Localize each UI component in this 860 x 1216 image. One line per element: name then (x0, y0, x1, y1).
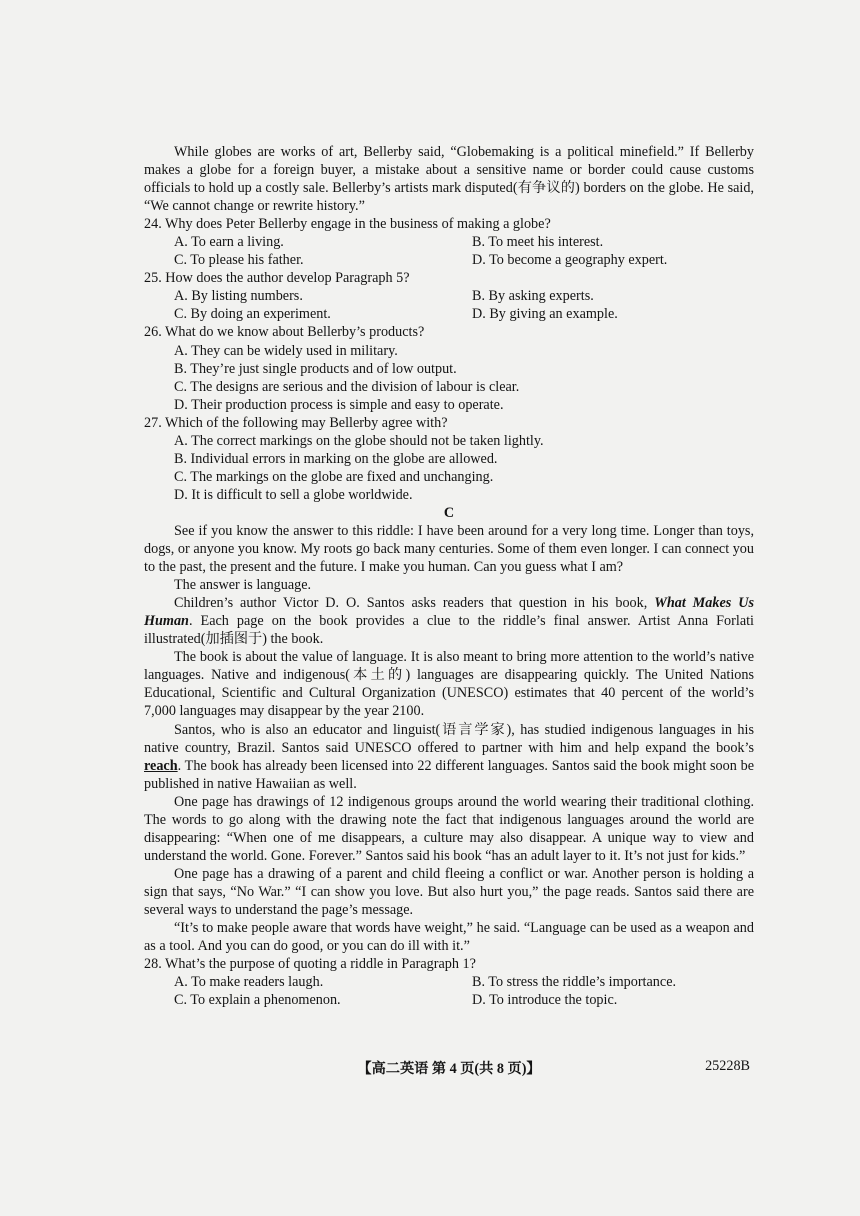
question-24-stem: 24. Why does Peter Bellerby engage in the business of making a globe? (144, 216, 551, 233)
paragraph-3-text-b: . Each page on the book provides a clue to the riddle’s final answer. Artist Anna Forlati illustrated(加插图于) the book. (144, 613, 754, 648)
option-a: A. To make readers laugh. (174, 974, 324, 991)
option-a: A. They can be widely used in military. (174, 342, 398, 359)
option-d: D. Their production process is simple and easy to operate. (174, 396, 504, 413)
question-26-options (144, 342, 754, 414)
passage-c-paragraph-2: The answer is language. (174, 577, 312, 594)
option-c: C. The designs are serious and the division of labour is clear. (174, 378, 520, 395)
page-footer (144, 1058, 754, 1078)
passage-c-paragraph-7: One page has a drawing of a parent and child fleeing a conflict or war. Another person is holding a sign that says, “No War.” “I can show you love. But also hurt you,” the page reads. Santos said there are several ways to understand the page’s message. (144, 865, 754, 918)
paragraph-5-text-a: Santos, who is also an educator and linguist(语言学家), has studied indigenous languages in his native country, Brazil. Santos said UNESCO offered to partner with him and help expand the book’s (144, 721, 754, 756)
question-28-options (144, 973, 754, 1009)
question-28-stem: 28. What’s the purpose of quoting a riddle in Paragraph 1? (144, 956, 476, 973)
option-b: B. To meet his interest. (472, 234, 604, 251)
question-27-options (144, 432, 754, 504)
option-c: C. To please his father. (174, 252, 304, 269)
footer-paper-code: 25228B (705, 1058, 750, 1074)
section-c-heading: C (443, 504, 455, 521)
question-27-stem: 27. Which of the following may Bellerby agree with? (144, 414, 448, 431)
passage-b-paragraph: While globes are works of art, Bellerby said, “Globemaking is a political minefield.” If Bellerby makes a globe for a foreign buyer, a mistake about a sensitive name or border could cause customs officials to hold up a costly sale. Bellerby’s artists mark disputed(有争议的) borders on the globe. He said, “We cannot change or rewrite history.” (144, 144, 754, 215)
option-d: D. To introduce the topic. (472, 992, 618, 1009)
option-a: A. The correct markings on the globe should not be taken lightly. (174, 432, 544, 449)
passage-c-paragraph-4: The book is about the value of language. It is also meant to bring more attention to the world’s native languages. Native and indigenous(本土的) languages are disappearing quickly. The United Nations Educational, Scientific and Cultural Organization (UNESCO) estimates that 40 percent of the world’s 7,000 languages may disappear by the year 2100. (144, 649, 754, 720)
question-25-options (144, 287, 754, 323)
option-b: B. Individual errors in marking on the globe are allowed. (174, 450, 498, 467)
question-25-stem: 25. How does the author develop Paragraph 5? (144, 270, 410, 287)
footer-page-info: 【高二英语 第 4 页(共 8 页)】 (357, 1061, 541, 1077)
option-d: D. By giving an example. (472, 306, 618, 323)
option-c: C. To explain a phenomenon. (174, 992, 341, 1009)
option-c: C. The markings on the globe are fixed and unchanging. (174, 468, 494, 485)
passage-c-paragraph-8: “It’s to make people aware that words have weight,” he said. “Language can be used as a weapon and as a tool. And you can do good, or you can do ill with it.” (144, 920, 754, 955)
question-26-stem: 26. What do we know about Bellerby’s products? (144, 324, 425, 341)
option-a: A. By listing numbers. (174, 288, 303, 305)
passage-c-paragraph-6: One page has drawings of 12 indigenous groups around the world wearing their traditional clothing. The words to go along with the drawing note the fact that indigenous languages around the world are disappearing: “When one of me disappears, a culture may also disappear. A unique way to view and understand the world. Gone. Forever.” Santos said his book “has an adult layer to it. It’s not just for kids.” (144, 793, 754, 864)
option-c: C. By doing an experiment. (174, 306, 331, 323)
option-d: D. To become a geography expert. (472, 252, 668, 269)
option-b: B. By asking experts. (472, 288, 594, 305)
page-content (144, 143, 754, 1009)
book-title: What Makes Us Human (144, 595, 754, 630)
underlined-word-reach: reach (144, 757, 178, 774)
passage-c-paragraph-1: See if you know the answer to this riddle: I have been around for a very long time. Longer than toys, dogs, or anyone you know. My roots go back many centuries. Some of them even longer. I can connect you to the past, the present and the future. I make you human. Can you guess what I am? (144, 522, 754, 576)
paragraph-3-text-a: Children’s author Victor D. O. Santos asks readers that question in his book, (174, 595, 655, 612)
question-24-options (144, 233, 754, 269)
option-b: B. They’re just single products and of low output. (174, 360, 457, 377)
paragraph-5-text-b: . The book has already been licensed into 22 different languages. Santos said the book might soon be published in native Hawaiian as well. (144, 757, 754, 792)
option-b: B. To stress the riddle’s importance. (472, 974, 677, 991)
option-d: D. It is difficult to sell a globe worldwide. (174, 486, 413, 503)
passage-c-paragraph-3 (144, 594, 754, 648)
option-a: A. To earn a living. (174, 234, 284, 251)
passage-c-paragraph-5 (144, 721, 754, 793)
